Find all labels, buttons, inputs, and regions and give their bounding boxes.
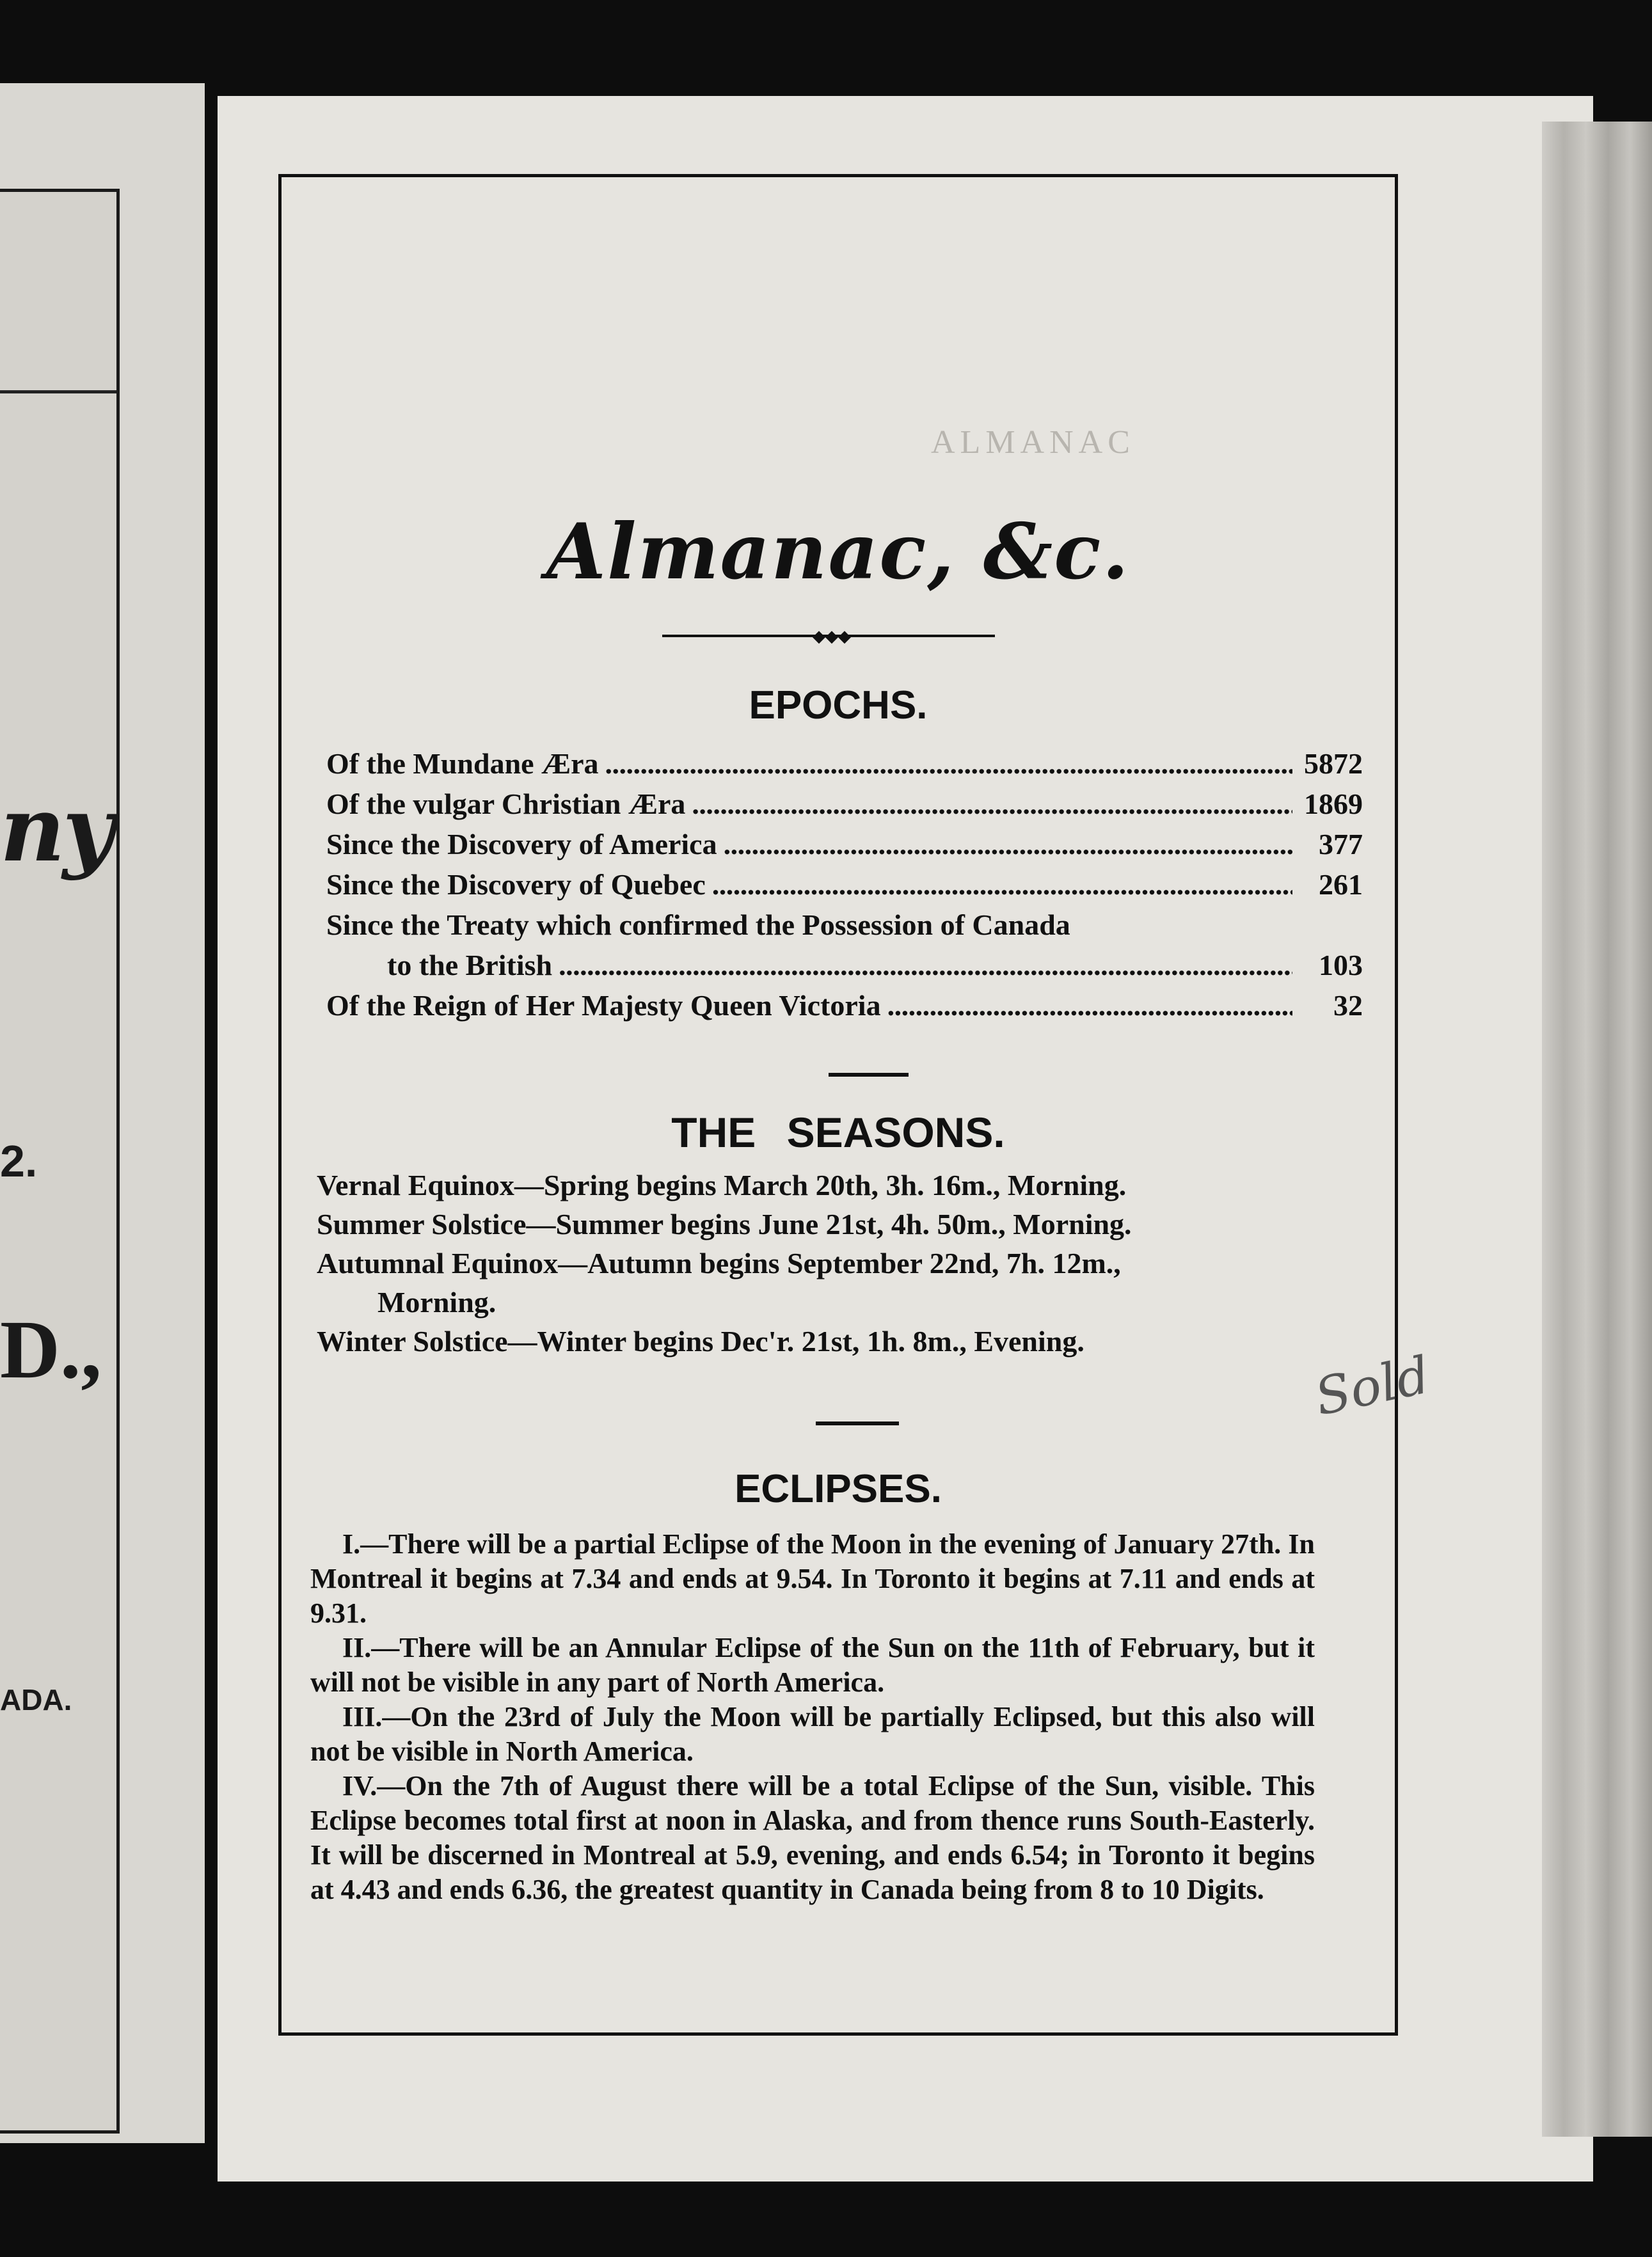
epoch-row: [326, 905, 1363, 945]
left-fragment: D.,: [0, 1304, 102, 1396]
epochs-heading: EPOCHS.: [749, 683, 928, 727]
eclipse-paragraph: III.—On the 23rd of July the Moon will be partially Eclipsed, but this also will not be visible in North America.: [310, 1701, 1315, 1767]
epoch-value: 32: [1333, 989, 1363, 1022]
epoch-label: to the British: [387, 949, 553, 981]
season-row: Winter Solstice—Winter begins Dec'r. 21st, 1h. 8m., Evening.: [317, 1325, 1084, 1358]
left-fragment: 2.: [0, 1136, 38, 1186]
left-facing-page: [0, 83, 205, 2143]
page-content: [291, 187, 1385, 2023]
handwritten-margin-note: Sold: [1310, 1345, 1435, 1427]
left-page-rule: [0, 390, 116, 393]
page-title: Almanac, &c.: [546, 507, 1131, 597]
season-row: Morning.: [377, 1286, 496, 1319]
eclipse-paragraph: IV.—On the 7th of August there will be a total Eclipse of the Sun, visible. This Eclipse becomes total first at noon in Alaska, and from thence runs South-Easterly. It will be discerned in Montreal at 5.9, evening, and ends 6.54; in Toronto it begins at 4.43 and ends 6.36, the greatest quantity in Canada being from 8 to 10 Digits.: [310, 1770, 1315, 1905]
seasons-heading: THE SEASONS.: [671, 1109, 1005, 1156]
leader-dots: [692, 784, 1292, 824]
epochs-list: [326, 743, 1363, 1026]
epoch-row: [326, 985, 1363, 1026]
section-rule: [816, 1422, 899, 1425]
epoch-label: Of the Mundane Æra: [326, 747, 599, 780]
epoch-row: [326, 864, 1363, 905]
eclipse-paragraph: I.—There will be a partial Eclipse of the Moon in the evening of January 27th. In Montreal it begins at 7.34 and ends at 9.54. In Toronto it begins at 7.11 and ends at 9.31.: [310, 1528, 1315, 1629]
epoch-row: [326, 743, 1363, 784]
page-edge: [1542, 122, 1652, 2137]
epoch-label: Since the Discovery of Quebec: [326, 868, 706, 901]
epoch-value: 1869: [1304, 788, 1363, 820]
epoch-row: [326, 824, 1363, 864]
eclipses-text: [310, 1527, 1315, 1907]
epoch-value: 103: [1319, 949, 1363, 981]
epoch-value: 377: [1319, 828, 1363, 860]
season-row: Autumnal Equinox—Autumn begins September 22nd, 7h. 12m.,: [317, 1247, 1121, 1279]
bleed-through-text: ALMANAC: [931, 424, 1135, 461]
seasons-list: [317, 1166, 1366, 1361]
leader-dots: [887, 985, 1292, 1026]
epoch-value: 261: [1319, 868, 1363, 901]
eclipses-heading: ECLIPSES.: [735, 1467, 942, 1511]
left-fragment: ADA.: [0, 1683, 72, 1716]
epoch-row: [326, 784, 1363, 824]
leader-dots: [712, 864, 1292, 905]
epoch-label: Since the Treaty which confirmed the Possession of Canada: [326, 908, 1070, 941]
epoch-label: Since the Discovery of America: [326, 828, 717, 860]
section-rule: [829, 1073, 909, 1077]
epoch-row: [326, 945, 1363, 985]
season-row: Vernal Equinox—Spring begins March 20th, 3h. 16m., Morning.: [317, 1169, 1127, 1201]
epoch-label: Of the vulgar Christian Æra: [326, 788, 686, 820]
leader-dots: [559, 945, 1292, 985]
epoch-value: 5872: [1304, 747, 1363, 780]
leader-dots: [605, 743, 1293, 784]
eclipse-paragraph: II.—There will be an Annular Eclipse of the Sun on the 11th of February, but it will not be visible in any part of North America.: [310, 1632, 1315, 1698]
epoch-label: Of the Reign of Her Majesty Queen Victoria: [326, 989, 881, 1022]
title-ornament: ◆◆◆: [813, 627, 851, 646]
left-fragment: ny: [0, 777, 113, 882]
season-row: Summer Solstice—Summer begins June 21st, 4h. 50m., Morning.: [317, 1208, 1132, 1240]
leader-dots: [724, 824, 1292, 864]
